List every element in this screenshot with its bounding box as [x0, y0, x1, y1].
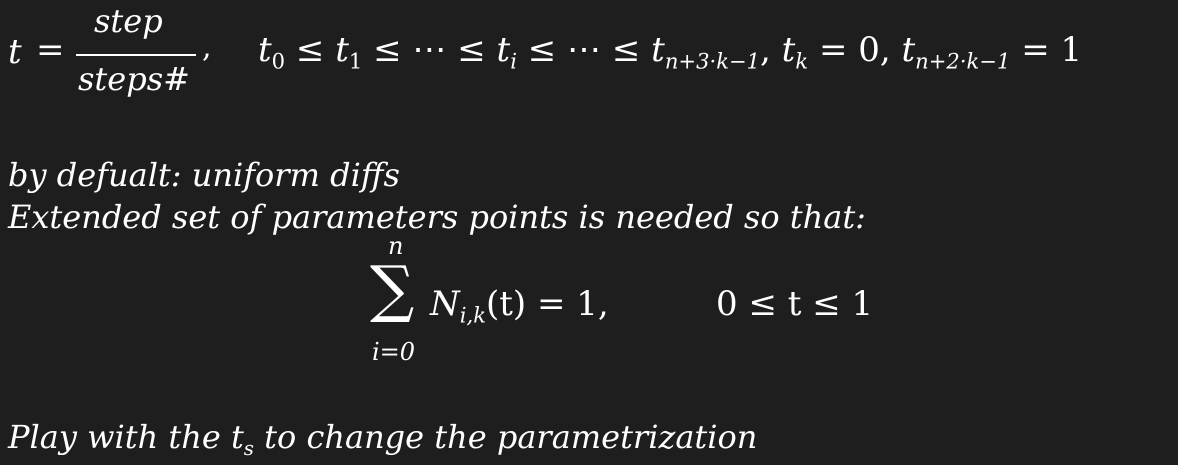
- knot-tn2-subscript: n+2·k−1: [915, 48, 1011, 74]
- play-note-t-subscript: s: [243, 436, 254, 460]
- fraction-bar: [76, 54, 196, 56]
- parameter-range: 0 ≤ t ≤ 1: [716, 284, 874, 324]
- basis-argument: (t): [485, 284, 527, 324]
- knot-ti-subscript: i: [510, 48, 517, 74]
- sum-rhs: = 1,: [536, 284, 609, 324]
- knot-tn: t: [651, 30, 665, 70]
- default-note: by defualt: uniform diffs: [8, 156, 400, 194]
- play-note: [8, 418, 758, 460]
- knot-tk-subscript: k: [795, 48, 809, 74]
- basis-n: N: [430, 284, 460, 324]
- play-note-post: to change the parametrization: [253, 418, 758, 456]
- knot-tk-value: = 0,: [818, 30, 891, 70]
- play-note-pre: Play with the: [8, 418, 231, 456]
- basis-subscript: i,k: [459, 302, 486, 328]
- knot-tn-subscript: n+3·k−1: [664, 48, 761, 74]
- sigma-symbol: ∑: [370, 252, 415, 325]
- extended-note: Extended set of parameters points is needed so that:: [8, 198, 866, 236]
- knot-tk: t: [781, 30, 796, 70]
- t-variable: t: [8, 32, 22, 72]
- play-note-t: t: [230, 418, 244, 456]
- fraction-denominator: steps#: [78, 60, 190, 98]
- le-dots-sign: ≤ ⋯ ≤: [373, 30, 486, 70]
- basis-function-sum: [430, 284, 609, 328]
- sum-lower-limit: i=0: [372, 338, 416, 366]
- knot-inequality-chain: [258, 30, 1083, 74]
- knot-tn2-value: = 1: [1021, 30, 1083, 70]
- sum-upper-limit: n: [388, 232, 404, 260]
- knot-t1: t: [335, 30, 349, 70]
- comma: ,: [760, 30, 771, 70]
- le-sign: ≤: [295, 30, 325, 70]
- knot-ti: t: [496, 30, 511, 70]
- knot-t0: t: [258, 30, 272, 70]
- knot-t0-subscript: 0: [271, 48, 286, 74]
- fraction-comma: ,: [202, 30, 212, 65]
- knot-tn2: t: [901, 30, 916, 70]
- fraction-numerator: step: [94, 2, 163, 40]
- equals-sign: =: [36, 30, 65, 70]
- knot-t1-subscript: 1: [348, 48, 363, 74]
- le-dots-sign: ≤ ⋯ ≤: [527, 30, 641, 70]
